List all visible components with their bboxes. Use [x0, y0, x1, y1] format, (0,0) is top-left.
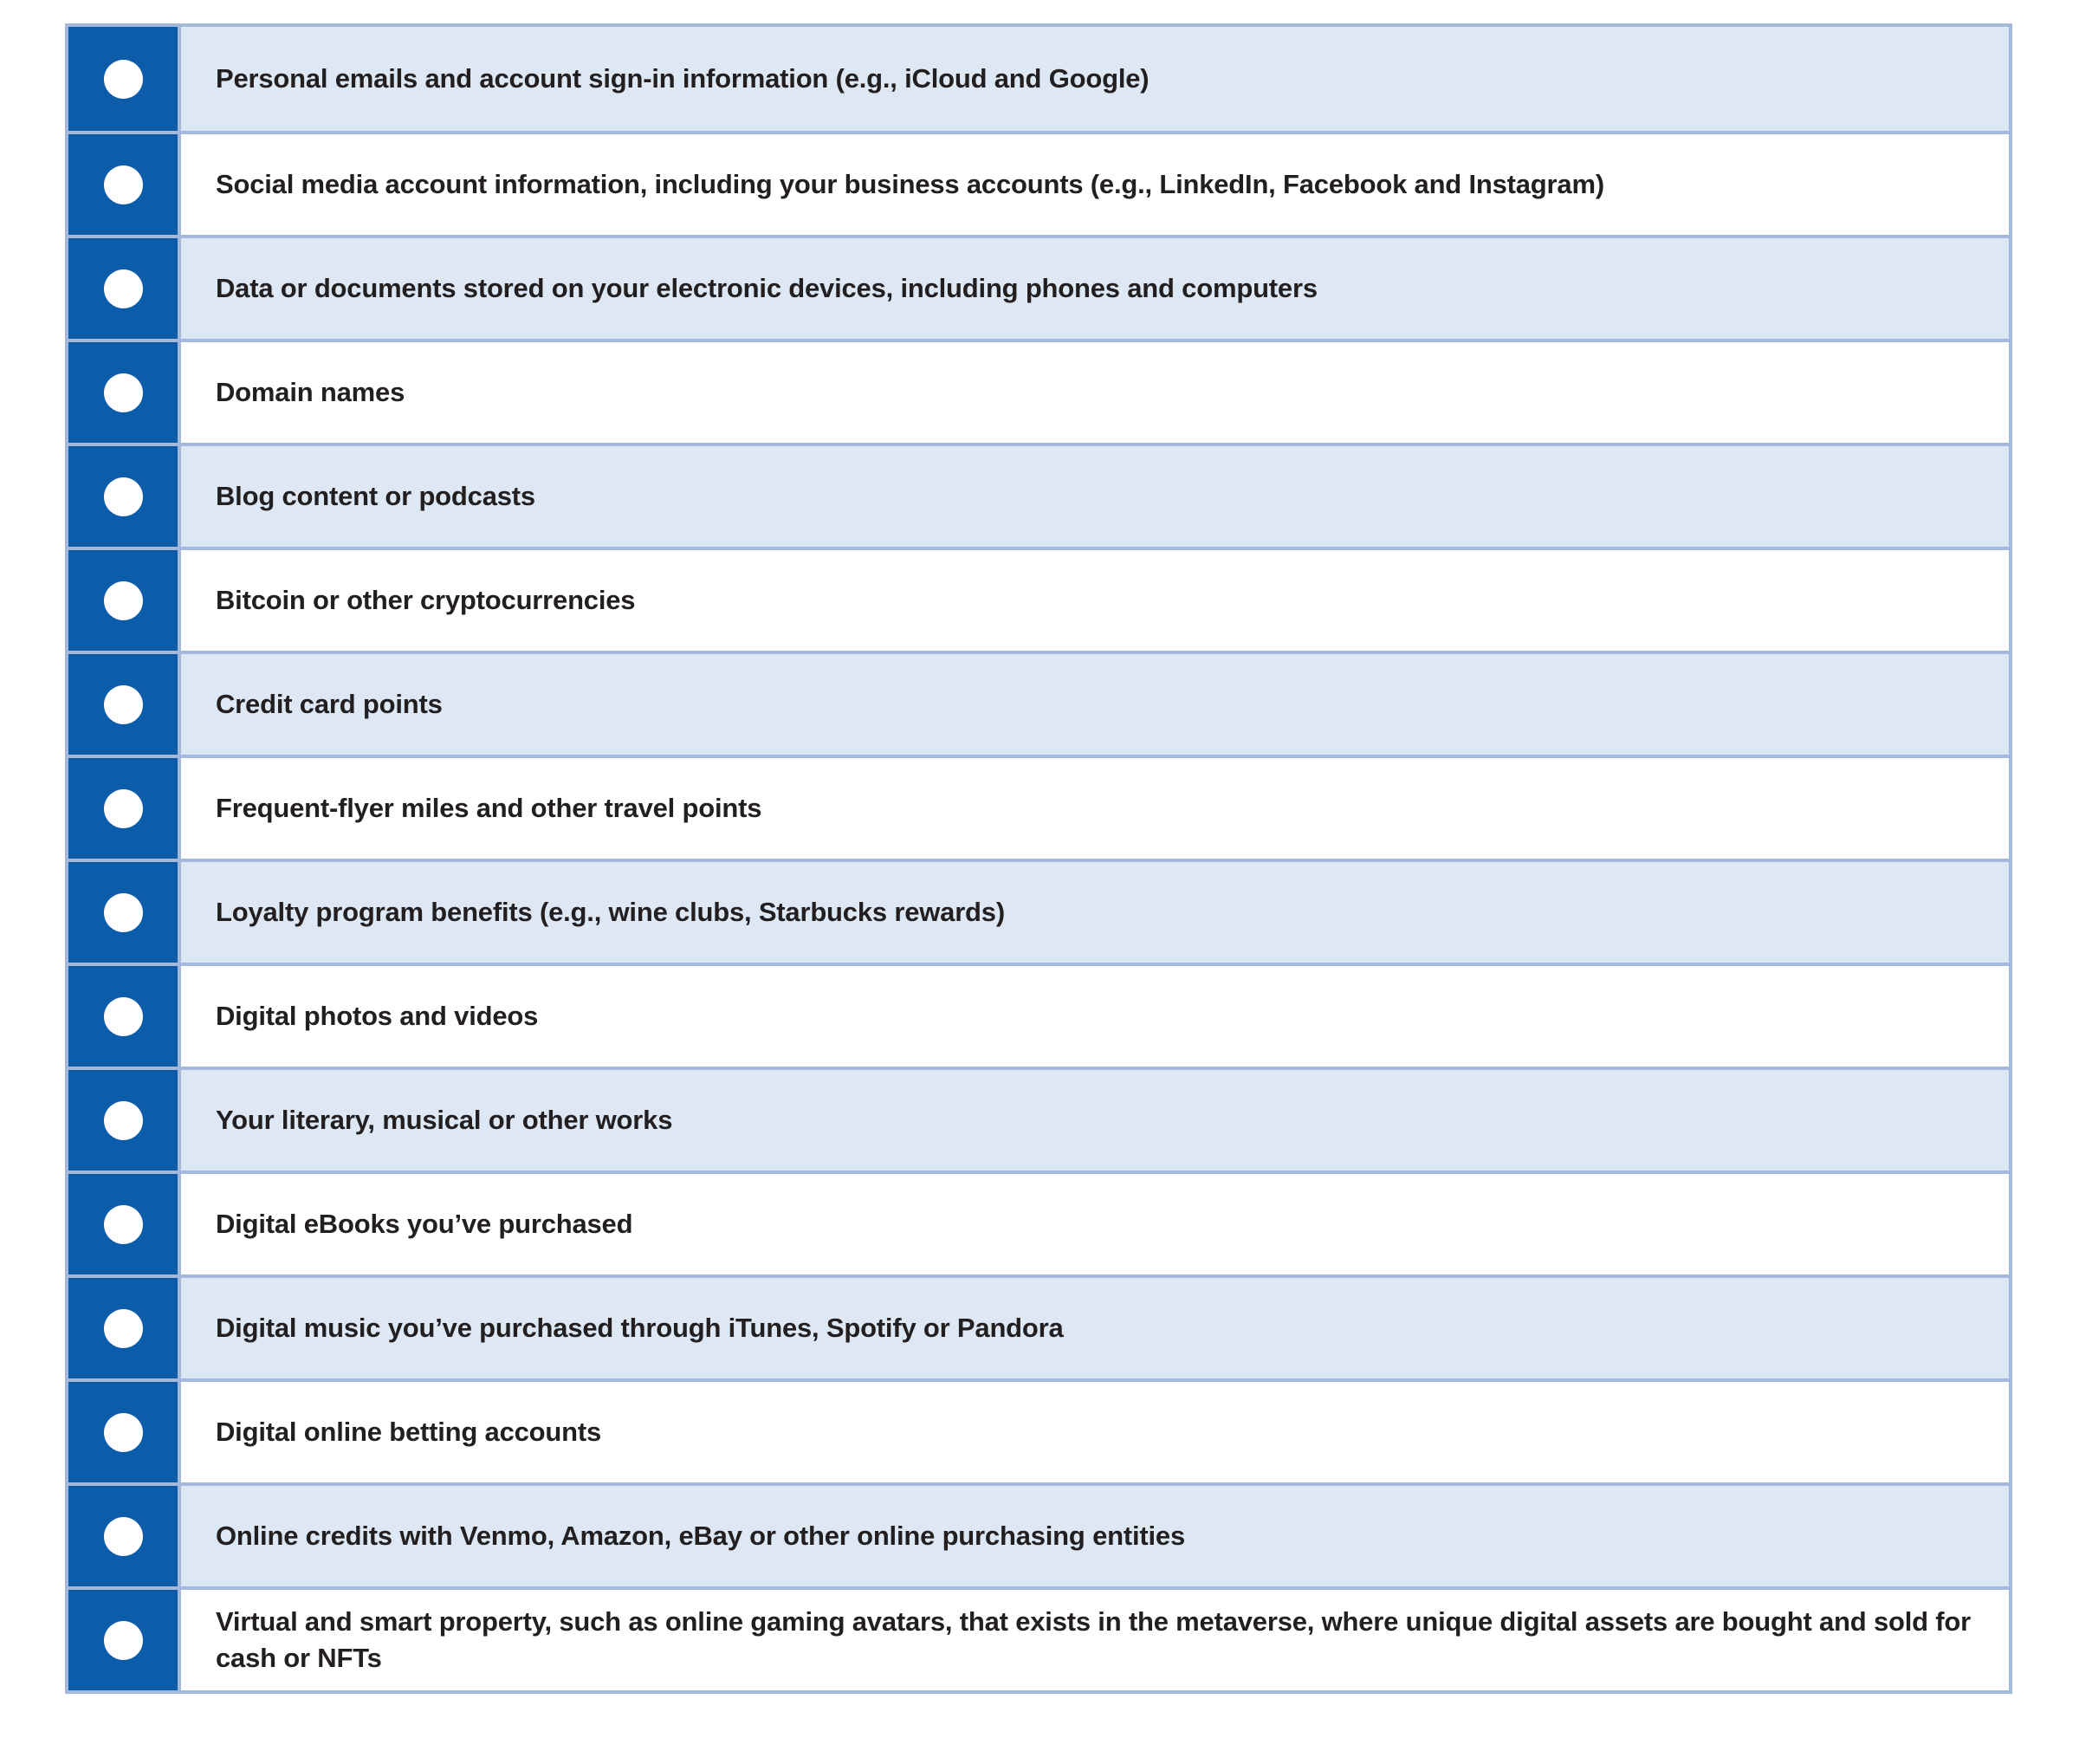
row-label: Digital eBooks you’ve purchased [216, 1209, 633, 1240]
filled-circle-icon [104, 477, 143, 516]
row-label: Personal emails and account sign-in information (e.g., iCloud and Google) [216, 63, 1150, 94]
bullet-cell [68, 1070, 181, 1171]
row-label-cell [181, 758, 2009, 859]
table-row [68, 235, 2009, 339]
table-row [68, 651, 2009, 755]
bullet-cell [68, 27, 181, 131]
filled-circle-icon [104, 165, 143, 204]
row-label-cell [181, 1278, 2009, 1378]
row-label-cell [181, 342, 2009, 443]
row-label: Digital music you’ve purchased through iTunes, Spotify or Pandora [216, 1313, 1064, 1344]
filled-circle-icon [104, 1621, 143, 1660]
bullet-cell [68, 966, 181, 1067]
row-label: Online credits with Venmo, Amazon, eBay or other online purchasing entities [216, 1521, 1185, 1552]
row-label: Your literary, musical or other works [216, 1105, 673, 1136]
filled-circle-icon [104, 893, 143, 932]
bullet-cell [68, 1382, 181, 1482]
row-label-cell [181, 446, 2009, 547]
row-label: Credit card points [216, 689, 443, 720]
row-label: Blog content or podcasts [216, 481, 535, 512]
row-label-cell [181, 1382, 2009, 1482]
filled-circle-icon [104, 1413, 143, 1452]
row-label-cell [181, 1590, 2009, 1690]
bullet-cell [68, 342, 181, 443]
bullet-cell [68, 654, 181, 755]
bullet-cell [68, 446, 181, 547]
bullet-cell [68, 134, 181, 235]
bullet-cell [68, 1174, 181, 1274]
table-row [68, 1274, 2009, 1378]
table-row [68, 755, 2009, 859]
bullet-cell [68, 1278, 181, 1378]
filled-circle-icon [104, 685, 143, 724]
row-label-cell [181, 550, 2009, 651]
table-row [68, 1482, 2009, 1586]
filled-circle-icon [104, 581, 143, 620]
row-label: Domain names [216, 377, 405, 408]
row-label: Frequent-flyer miles and other travel points [216, 793, 762, 824]
filled-circle-icon [104, 1309, 143, 1348]
filled-circle-icon [104, 269, 143, 308]
table-row [68, 27, 2009, 131]
bullet-cell [68, 1590, 181, 1690]
row-label-cell [181, 134, 2009, 235]
row-label: Social media account information, including your business accounts (e.g., LinkedIn, Facebook and Instagram) [216, 169, 1604, 200]
row-label-cell [181, 654, 2009, 755]
bullet-cell [68, 550, 181, 651]
filled-circle-icon [104, 373, 143, 412]
row-label-cell [181, 238, 2009, 339]
row-label-cell [181, 1070, 2009, 1171]
row-label: Digital online betting accounts [216, 1417, 602, 1448]
table-row [68, 1586, 2009, 1690]
table-row [68, 963, 2009, 1067]
digital-assets-table [65, 23, 2012, 1694]
row-label: Bitcoin or other cryptocurrencies [216, 585, 636, 616]
row-label: Data or documents stored on your electronic devices, including phones and computers [216, 273, 1318, 304]
row-label-cell [181, 27, 2009, 131]
filled-circle-icon [104, 60, 143, 99]
filled-circle-icon [104, 1517, 143, 1556]
filled-circle-icon [104, 997, 143, 1036]
row-label-cell [181, 1174, 2009, 1274]
row-label-cell [181, 1486, 2009, 1586]
filled-circle-icon [104, 1205, 143, 1244]
bullet-cell [68, 238, 181, 339]
row-label: Loyalty program benefits (e.g., wine clubs, Starbucks rewards) [216, 897, 1005, 928]
bullet-cell [68, 758, 181, 859]
bullet-cell [68, 1486, 181, 1586]
table-row [68, 859, 2009, 963]
table-row [68, 547, 2009, 651]
table-row [68, 339, 2009, 443]
row-label-cell [181, 862, 2009, 963]
table-row [68, 1067, 2009, 1171]
table-row [68, 131, 2009, 235]
row-label: Virtual and smart property, such as online gaming avatars, that exists in the metaverse, where unique digital assets are bought and sold for cash or NFTs [216, 1606, 1972, 1673]
filled-circle-icon [104, 789, 143, 828]
table-row [68, 1378, 2009, 1482]
row-label-cell [181, 966, 2009, 1067]
filled-circle-icon [104, 1101, 143, 1140]
table-row [68, 443, 2009, 547]
bullet-cell [68, 862, 181, 963]
row-label: Digital photos and videos [216, 1001, 539, 1032]
table-row [68, 1171, 2009, 1274]
